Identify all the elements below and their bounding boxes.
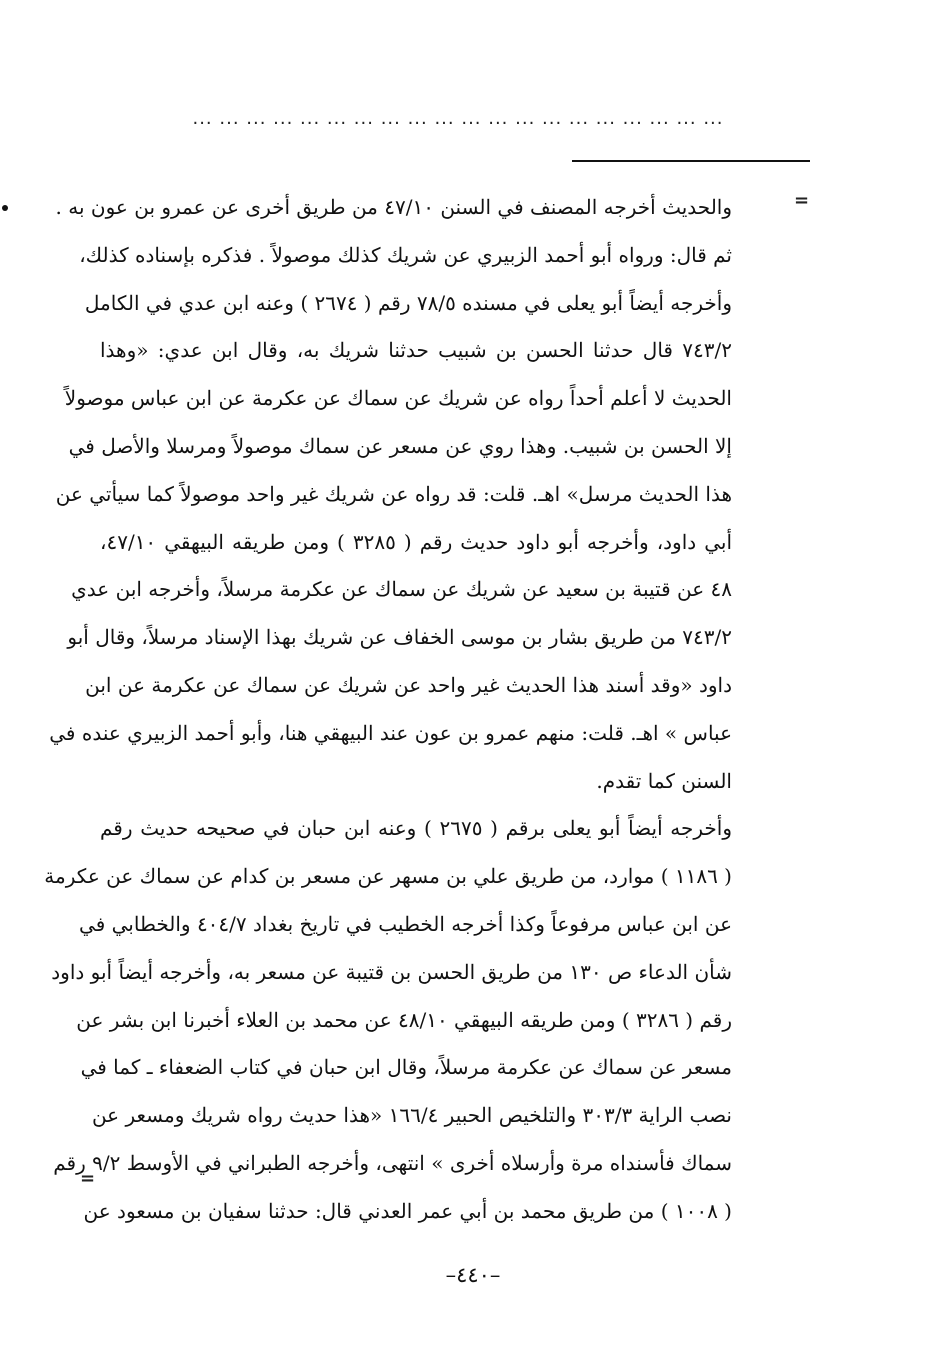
text-line: الحديث لا أعلم أحداً رواه عن شريك عن سماك عن عكرمة عن ابن عباس موصولاً [64, 386, 732, 411]
text-line: نصب الراية ٣٠٣/٣ والتلخيص الحبير ١٦٦/٤ «هذا حديث رواه شريك ومسعر عن [91, 1103, 732, 1128]
continuation-mark-bottom: = [80, 1168, 96, 1189]
text-line: ( ١١٨٦ ) موارد، من طريق علي بن مسهر عن مسعر بن كدام عن سماك عن عكرمة [44, 864, 732, 889]
footnote-body [44, 184, 733, 1236]
text-line: ٧٤٣/٢ قال حدثنا الحسن بن شبيب حدثنا شريك به، وقال ابن عدي: «وهذا [100, 338, 732, 363]
page-number: –٤٤٠– [445, 1263, 501, 1287]
paragraph-2 [44, 805, 733, 1235]
paragraph-1 [49, 184, 733, 805]
text-line: عباس » اهـ. قلت: منهم عمرو بن عون عند البيهقي هنا، وأبو أحمد الزبيري عنده في [49, 720, 732, 745]
continuation-mark-top: = [794, 190, 810, 211]
text-line: ٧٤٣/٢ من طريق بشار بن موسى الخفاف عن شريك بهذا الإسناد مرسلاً، وقال أبو [67, 625, 732, 650]
text-line: والحديث أخرجه المصنف في السنن ٤٧/١٠ من طريق أخرى عن عمرو بن عون به . [55, 195, 732, 219]
text-line: هذا الحديث مرسل» اهـ. قلت: قد رواه عن شريك غير واحد موصولاً كما سيأتي عن [55, 481, 732, 506]
margin-dot [2, 205, 8, 211]
text-line: أبي داود، وأخرجه أبو داود حديث رقم ( ٣٢٨٥ ) ومن طريقه البيهقي ٤٧/١٠، [100, 529, 733, 554]
text-line: إلا الحسن بن شبيب. وهذا روي عن مسعر عن سماك موصولاً ومرسلا والأصل في [68, 433, 732, 458]
text-line: رقم ( ٣٢٨٦ ) ومن طريقه البيهقي ٤٨/١٠ عن محمد بن العلاء أخبرنا ابن بشر عن [76, 1007, 732, 1032]
text-line: داود «وقد أسند هذا الحديث غير واحد عن شريك عن سماك عن عكرمة عن ابن [85, 672, 732, 697]
text-line: ٤٨ عن قتيبة بن سعيد عن شريك عن سماك عن عكرمة مرسلاً، وأخرجه ابن عدي [71, 577, 732, 602]
separator-dots: ... ... ... ... ... ... ... ... ... ... ... ... ... ... ... ... ... ... ... ... [192, 108, 724, 129]
text-line: ( ١٠٠٨ ) من طريق محمد بن أبي عمر العدني قال: حدثنا سفيان بن مسعود عن [83, 1198, 732, 1223]
text-line: مسعر عن سماك عن عكرمة مرسلاً، وقال ابن حبان في كتاب الضعفاء ـ كما في [80, 1055, 732, 1080]
footnote-rule [572, 160, 810, 162]
text-line: عن ابن عباس مرفوعاً وكذا أخرجه الخطيب في تاريخ بغداد ٤٠٤/٧ والخطابي في [79, 911, 732, 936]
text-line: شأن الدعاء ص ١٣٠ من طريق الحسن بن قتيبة عن مسعر به، وأخرجه أيضاً أبو داود [51, 959, 732, 984]
text-line: وأخرجه أيضاً أبو يعلى في مسنده ٧٨/٥ رقم ( ٢٦٧٤ ) وعنه ابن عدي في الكامل [84, 290, 732, 315]
text-line: السنن كما تقدم. [596, 768, 732, 793]
text-line: وأخرجه أيضاً أبو يعلى برقم ( ٢٦٧٥ ) وعنه ابن حبان في صحيحه حديث رقم [100, 816, 733, 841]
text-line: ثم قال: ورواه أبو أحمد الزبيري عن شريك كذلك موصولاً . فذكره بإسناده كذلك، [79, 242, 732, 267]
text-line: سماك فأسنداه مرة وأرسلاه أخرى » انتهى، وأخرجه الطبراني في الأوسط ٩/٢ رقم [53, 1150, 732, 1175]
